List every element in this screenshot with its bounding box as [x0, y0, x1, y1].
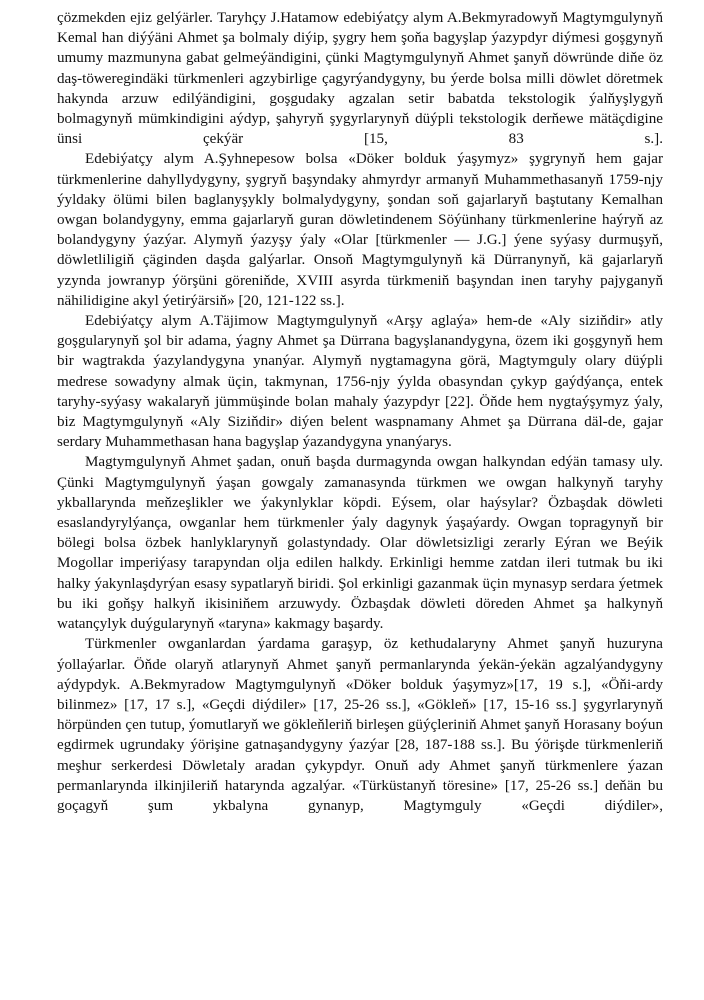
paragraph-3: Edebiýatçy alym A.Täjimow Magtymgulynyň «Arşy aglaýa» hem-de «Aly siziňdir» atly goşgularynyň şol bir adama, ýagny Ahmet şa Dürrana bagyşlanandygyna, özem iki goşgynyň hem bir wagtrakda ýazylandygyna ynanýar. Alymyň nygtamagyna görä, Magtymguly olary düýpli medrese sowadyny almak üçin, takmynan, 1756-njy ýylda obasyndan çykyp gaýdýança, entek taryhy-syýasy wakalaryň jümmüşinde bolan mahaly ýazypdyr [22]. Öňde hem nygtaýşymyz ýaly, biz Magtymgulynyň «Aly Siziňdir» diýen belent waspnamany Ahmet şa Dürrana däl-de, gajar serdary Muhammethasan hana bagyşlap ýazandygyna ynanýarys. — [57, 313, 663, 451]
paragraph-4: Magtymgulynyň Ahmet şadan, onuň başda durmagynda owgan halkyndan edýän tamasy uly. Çünki Magtymgulynyň ýaşan gowgaly zamanasynda türkmen we owgan halkynyň taryhy ykballarynda meňzeşlikler we ýakynlyklar köpdi. Eýsem, olar haýsylar? Özbaşdak döwleti esaslandyrylýança, owganlar hem türkmenler ýaly dagynyk ýaşaýardy. Owgan topragynyň bir bölegi bolsa özbek hanlyklarynyň golastyndady. Olar döwletsizligi zerarly Eýran we Beýik Mogollar imperiýasy tarapyndan olja edilen halkdy. Erkinligi hemme zatdan ileri tutmak bu iki halky ýakynlaşdyrýan esasy sypatlaryň biridi. Şol erkinligi gazanmak üçin mynasyp serdara ýetmek bu iki goňşy halkyň ikisiniňem arzuwydy. Özbaşdak döwleti döreden Ahmet şa halkynyň watançylyk duýgularynyň «taryna» kakmagy başardy. — [57, 454, 663, 633]
paragraph-2: Edebiýatçy alym A.Şyhnepesow bolsa «Döker bolduk ýaşymyz» şygrynyň hem gajar türkmenlerine dahyllydygyny, şygryň başyndaky ahmyrdyr armanyň Muhammethasanyň 1759-njy ýyldaky ölümi bilen baglanyşykly bolmalydygyny, şondan soň gajarlaryň baştutany Kemalhan owgan bolandygyny, emma gajarlaryň guran döwletindenem Söýünhany türkmenlerine haýryň az bolandygyny ýazýar. Alymyň ýazyşy ýaly «Olar [türkmenler — J.G.] ýene syýasy durmuşyň, döwletliligiň çäginden daşda galýarlar. Onsoň Magtymgulynyň kä Dürranynyň, kä gajarlaryň yzynda jowranyp ýörşüni göreniňde, XVIII asyrda türkmeniň başyndan inen taryhy pajyganyň nähilidigine akyl ýetirýärsiň» [20, 121-122 ss.]. — [57, 151, 663, 309]
paragraph-1: çözmekden ejiz gelýärler. Taryhçy J.Hatamow edebiýatçy alym A.Bekmyradowyň Magtymgulynyň Kemal han diýýäni Ahmet şa bolmaly diýip, şygry hem şoňa bagyşlap ýazypdyr diýmesi goşgynyň umumy mazmunyna gabat gelmeýändigini, çünki Magtymgulynyň Ahmet şanyň döwründe diňe öz daş-töweregindäki türkmenleri agzybirlige çagyrýandygyny, bu ýerde bolsa milli döwlet döretmek hakynda arzuw edilýändigini, goşgudaky agzalan setir babatda tekstologik ýalňyşlygyň bolmagynyň mümkindigini aýdyp, şahyryň şygyrlarynyň düýpli tekstologik derňewe mätäçdigine ünsi çekýär [15, 83 s.]. — [57, 10, 663, 148]
paragraph-5: Türkmenler owganlardan ýardama garaşyp, öz kethudalaryny Ahmet şanyň huzuryna ýollaýarlar. Öňde olaryň atlarynyň Ahmet şanyň permanlarynda ýekän-ýekän agzalýandygyny aýdypdyk. A.Bekmyradow Magtymgulynyň «Döker bolduk ýaşymyz»[17, 19 s.], «Öňi-ardy bilinmez» [17, 17 s.], «Geçdi diýdiler» [17, 25-26 ss.], «Gökleň» [17, 15-16 ss.] şygyrlarynyň hörpünden çen tutup, ýomutlaryň we gökleňleriň birleşen güýçleriniň Ahmet şanyň Horasany boýun egdirmek ugrundaky ýörişine gatnaşandygyny ýazýar [28, 187-188 ss.]. Bu ýörişde türkmenleriň meşhur serkerdesi Döwletaly aradan çykypdyr. Onuň ady Ahmet şanyň türkmenlere ýazan permanlarynda ilkinjileriň hatarynda agzalýar. «Türküstanyň töresine» [17, 25-26 ss.] deňän bu goçagyň şum ykbalyna gynanyp, Magtymguly «Geçdi diýdiler», — [57, 636, 663, 814]
document-page — [57, 8, 663, 816]
